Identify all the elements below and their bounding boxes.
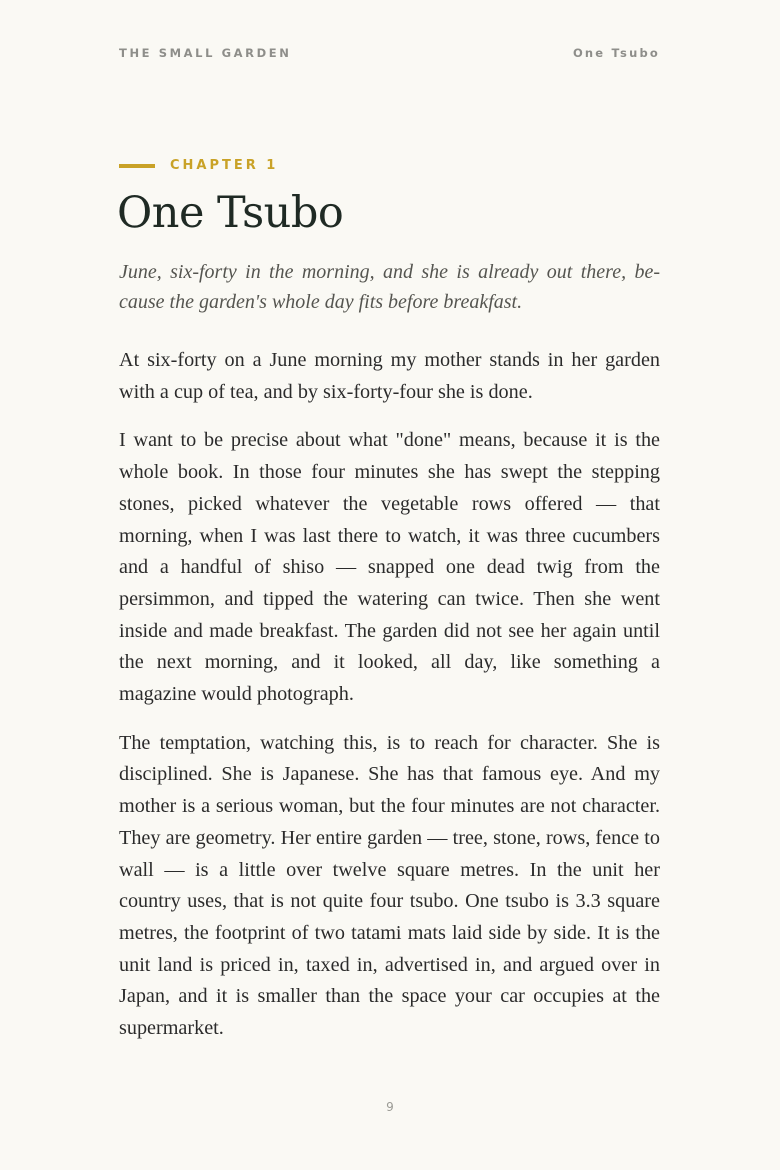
paragraph: The temptation, watching this, is to reach for character. She is disciplined. She is Japanese. She has that famous eye. And my mother is a serious woman, but the four minutes are not character. They are geometry. Her entire garden — tree, stone, rows, fence to wall — is a little over twelve square metres. In the unit her country uses, that is not quite four tsubo. One tsubo is 3.3 square metres, the footprint of two tatami mats laid side by side. It is the unit land is priced in, taxed in, advertised in, and argued over in Japan, and it is smaller than the space your car occupies at the supermarket. (119, 731, 660, 1040)
running-head-book-title: THE SMALL GARDEN (119, 46, 292, 60)
body-text (119, 345, 660, 1062)
chapter-accent-rule (119, 164, 155, 168)
paragraph: At six-forty on a June morning my mother stands in her garden with a cup of tea, and by six-forty-four she is done. (119, 349, 660, 403)
chapter-epigraph: June, six-forty in the morning, and she is already out there, because the garden's whole day fits before breakfast. (119, 261, 660, 313)
page-number: 9 (386, 1100, 394, 1114)
chapter-number: CHAPTER 1 (170, 158, 279, 173)
running-head-chapter-title: One Tsubo (572, 46, 660, 60)
running-head (119, 46, 660, 60)
chapter-title: One Tsubo (117, 188, 344, 238)
paragraph: I want to be precise about what "done" means, because it is the whole book. In those four minutes she has swept the stepping stones, picked whatever the vegetable rows offered — that morning, when I was last there to watch, it was three cucumbers and a handful of shiso — snapped one dead twig from the persimmon, and tipped the watering can twice. Then she went inside and made breakfast. The garden did not see her again until the next morning, and it looked, all day, like something a magazine would photograph. (119, 429, 660, 706)
chapter-label (119, 158, 278, 173)
